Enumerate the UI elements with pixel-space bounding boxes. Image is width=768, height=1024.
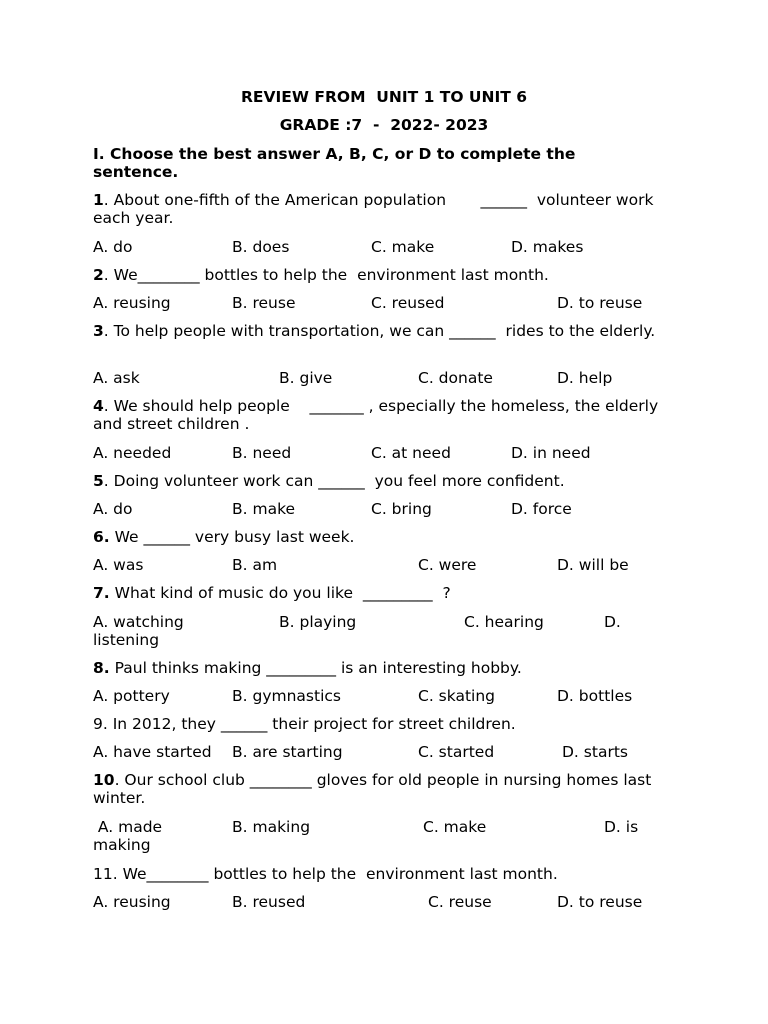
option-a: A. reusing xyxy=(93,294,171,312)
option-c: C. skating xyxy=(418,687,496,705)
question-text: . Our school club ________ gloves for old people in nursing homes last winter. xyxy=(93,771,657,807)
option-c: C. reuse xyxy=(428,893,492,911)
option-a: A. watching xyxy=(93,613,184,631)
option-d: D. bottles xyxy=(557,687,633,705)
option-c: C. bring xyxy=(371,500,432,518)
question-11 xyxy=(93,865,673,883)
option-d: D. starts xyxy=(562,743,628,761)
question-text: In 2012, they ______ their project for street children. xyxy=(107,715,516,733)
option-b: B. playing xyxy=(279,613,357,631)
question-8 xyxy=(93,659,673,677)
option-a: A. reusing xyxy=(93,893,171,911)
option-b: B. making xyxy=(232,818,311,836)
question-text: . About one-fifth of the American population ______ volunteer work each year. xyxy=(93,191,659,227)
question-text: . We should help people _______ , especially the homeless, the elderly and street children . xyxy=(93,397,664,433)
page-title: REVIEW FROM UNIT 1 TO UNIT 6 xyxy=(241,88,527,106)
option-d: D. is making xyxy=(93,818,639,854)
question-number: 2 xyxy=(93,266,104,284)
question-text: . We________ bottles to help the environment last month. xyxy=(103,266,549,284)
option-a: A. pottery xyxy=(93,687,170,705)
option-a: A. have started xyxy=(93,743,212,761)
option-a: A. made xyxy=(93,818,163,836)
question-number: 6. xyxy=(93,528,110,546)
question-9 xyxy=(93,715,673,733)
question-6 xyxy=(93,528,673,546)
option-a: A. ask xyxy=(93,369,140,387)
question-1 xyxy=(93,191,673,227)
question-4 xyxy=(93,397,673,433)
option-b: B. are starting xyxy=(232,743,343,761)
option-c: C. were xyxy=(418,556,477,574)
option-a: A. do xyxy=(93,500,133,518)
grade-line: GRADE :7 - 2022- 2023 xyxy=(279,116,489,134)
option-d: D. to reuse xyxy=(557,893,643,911)
option-c: C. reused xyxy=(371,294,445,312)
option-a: A. was xyxy=(93,556,144,574)
question-number: 4 xyxy=(93,397,104,415)
question-3 xyxy=(93,322,673,340)
option-a: A. do xyxy=(93,238,133,256)
question-number: 7. xyxy=(93,584,110,602)
option-c: C. make xyxy=(371,238,435,256)
question-text: . To help people with transportation, we can ______ rides to the elderly. xyxy=(103,322,656,340)
option-b: B. make xyxy=(232,500,296,518)
question-2 xyxy=(93,266,673,284)
option-d: D. help xyxy=(557,369,613,387)
question-number: 5 xyxy=(93,472,104,490)
option-b: B. gymnastics xyxy=(232,687,341,705)
option-d: D. makes xyxy=(511,238,584,256)
option-d: D. in need xyxy=(511,444,591,462)
option-b: B. does xyxy=(232,238,290,256)
option-d: D. listening xyxy=(93,613,621,649)
option-b: B. am xyxy=(232,556,278,574)
option-c: C. make xyxy=(423,818,487,836)
question-text: What kind of music do you like _________ ? xyxy=(109,584,451,602)
option-c: C. started xyxy=(418,743,495,761)
question-text: We________ bottles to help the environment last month. xyxy=(117,865,558,883)
question-7 xyxy=(93,584,673,602)
question-text: Paul thinks making _________ is an interesting hobby. xyxy=(109,659,522,677)
option-b: B. reuse xyxy=(232,294,296,312)
question-text: We ______ very busy last week. xyxy=(109,528,355,546)
question-number: 9. xyxy=(93,715,108,733)
question-text: . Doing volunteer work can ______ you feel more confident. xyxy=(103,472,565,490)
question-number: 10 xyxy=(93,771,115,789)
option-b: B. need xyxy=(232,444,292,462)
question-number: 3 xyxy=(93,322,104,340)
option-b: B. give xyxy=(279,369,333,387)
question-number: 1 xyxy=(93,191,104,209)
option-c: C. at need xyxy=(371,444,451,462)
option-c: C. donate xyxy=(418,369,493,387)
question-number: 11. xyxy=(93,865,118,883)
option-c: C. hearing xyxy=(464,613,544,631)
question-number: 8. xyxy=(93,659,110,677)
question-5 xyxy=(93,472,673,490)
option-d: D. force xyxy=(511,500,572,518)
option-d: D. will be xyxy=(557,556,629,574)
option-b: B. reused xyxy=(232,893,306,911)
option-d: D. to reuse xyxy=(557,294,643,312)
section-instruction: I. Choose the best answer A, B, C, or D to complete the sentence. xyxy=(93,145,576,181)
option-a: A. needed xyxy=(93,444,172,462)
question-10 xyxy=(93,771,673,807)
